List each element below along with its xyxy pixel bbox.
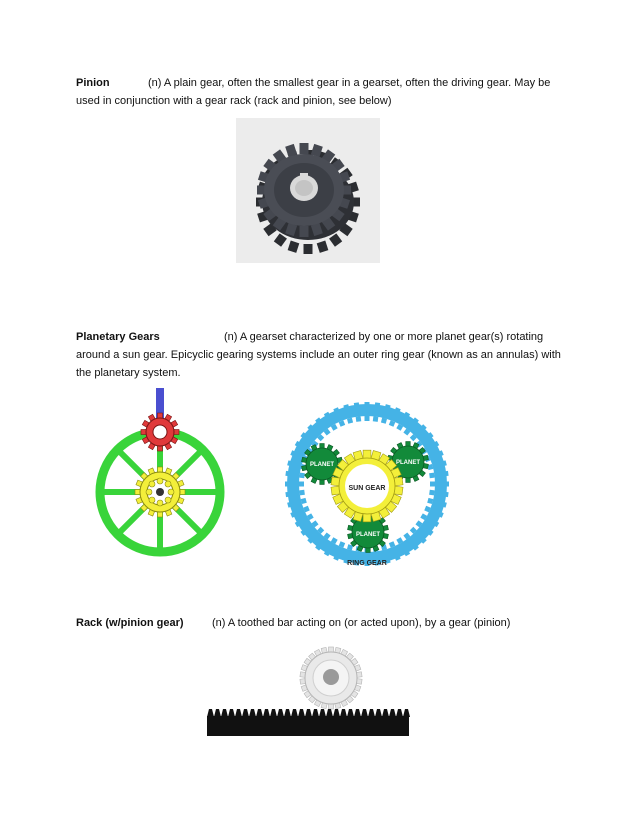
planet-label-left: PLANET (310, 462, 334, 468)
entry-definition: (n) A plain gear, often the smallest gear in a gearset, often the driving gear. May be used in conjunction with a gear rack (rack and pinion, see below) (76, 77, 551, 107)
entry-term: Planetary Gears (76, 331, 160, 343)
pinion-gear-photo (236, 118, 380, 263)
rack-and-pinion-photo (205, 640, 411, 740)
planet-label-right: PLANET (396, 460, 420, 466)
entry-term: Rack (w/pinion gear) (76, 617, 184, 629)
sun-gear-label: SUN GEAR (348, 485, 386, 492)
entry-definition: (n) A toothed bar acting on (or acted upon), by a gear (pinion) (212, 617, 511, 629)
planet-label-bottom: PLANET (356, 532, 380, 538)
glossary-entry-pinion (76, 74, 566, 110)
glossary-entry-rack (76, 614, 566, 632)
planetary-ring-diagram (282, 400, 452, 568)
ring-gear-label: RING GEAR (347, 560, 387, 567)
planetary-wheel-diagram (92, 388, 228, 558)
entry-term: Pinion (76, 77, 110, 89)
glossary-entry-planetary-gears (76, 328, 566, 382)
entry-definition: (n) A gearset characterized by one or more planet gear(s) rotating around a sun gear. Epicyclic gearing systems include an outer ring gear (known as an annulas) with the planetary system. (76, 331, 561, 379)
